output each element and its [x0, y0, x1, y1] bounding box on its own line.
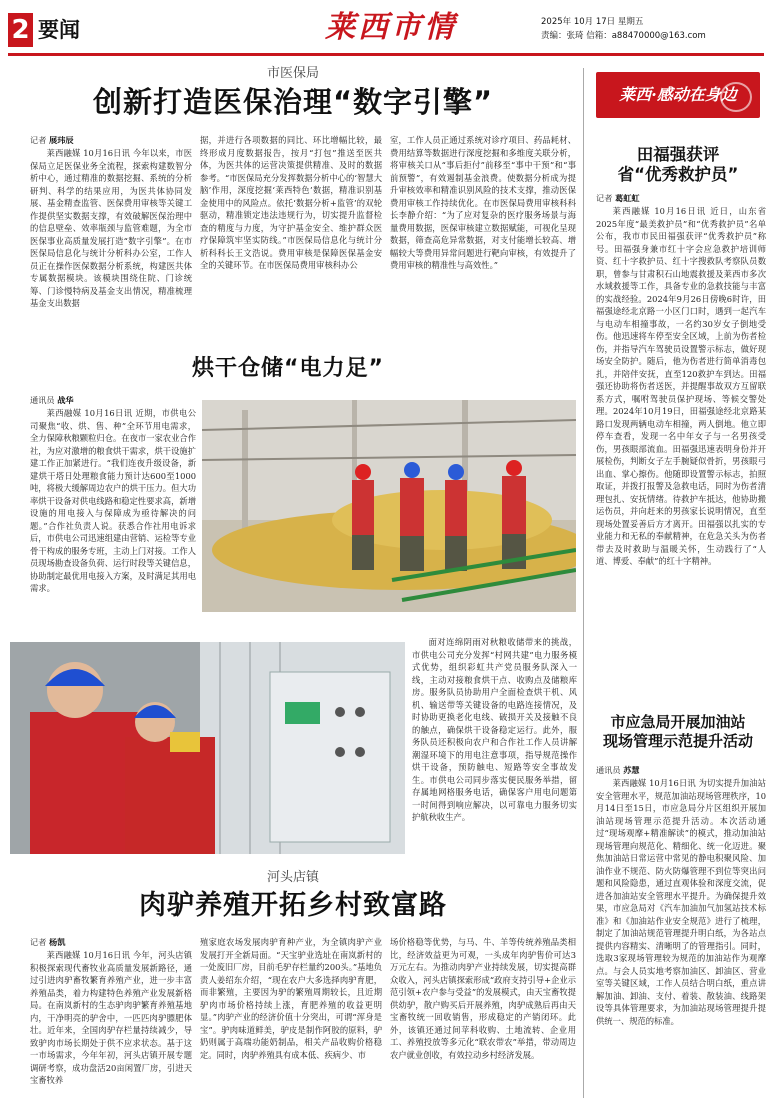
sidebar-story2-byline	[596, 764, 766, 777]
article1-col2-text: 据，并进行各项数据的同比、环比增幅比较，最终形成月度数据报告，按月“打包”推送至医共体，为医共体的运营决策提供精准、及时的数据参考。“市医保局充分发挥数据分析中心的‘智慧大脑’作用，深度挖掘‘莱西特色’数据，精准识别基金使用中的风险点。依托‘数据分析+监管’的双轮驱动，精准锁定违法违规行为，切实提升监督检查的精度与力度，为守护基金安全、维护群众医疗保障筑牢坚实防线。”市医保局信息化与统计分析科科长王文浩说。费用审核是保障医保基金安全的关键环节。在市医保局费用审核科办公	[200, 135, 382, 270]
sidebar-story1-text: 莱西融媒 10月16日讯 近日，山东省2025年度“最美救护员”和“优秀救护员”名单公布，我市市民田福强获评“优秀救护员”称号。田福强身兼市红十字会应急救护培训师资、红十字救护员、红十字搜救队考察队员数职，曾参与甘肃积石山地震救援及莱西市多次水域救援等工作，具备专业的急救技能与丰富的实战经验。2024年9月26日傍晚6时许，田福强途经北京路一小区门口时，遇到一起汽车与电动车相撞事故，一名约30岁女子倒地受伤。他迅速将车停至安全区域，上前为伤者检伤，并指导汽车驾驶员设置警示标志，做好现场安全防护。随后，他为伤者进行简单消毒包扎，并陪伴安抚，直至120救护车到达。田福强还协助将伤者送医，并提醒事故双方互留联系方式，嘱咐驾驶员保护现场、等候交警处理。2024年10月19日，田福强途经北京路某路口发现两辆电动车相撞，两人倒地。他立即停车查看，发现一名中年女子与一名男孩受伤，男孩眼部流血。田福强迅速表明身份并开展检伤，判断女子左手腕疑似骨折，男孩眼弓出血、掌心擦伤。他随即设置警示标志，拍照取证，并拨打报警及急救电话，同时为伤者清理包扎、安抚情绪。待救护车抵达，他协助搬运伤员，并向赶来的男孩家长说明情况，直至现场处置妥善后方才离开。田福强以扎实的专业能力和无私的奉献精神，在危急关头为伤者带去及时救助与温暖关怀，生动践行了“人道、博爱、奉献”的红十字精神。	[596, 206, 766, 566]
article2-headline: 烘干仓储“电力足”	[192, 356, 384, 381]
issue-date: 2025年 10月 17日 星期五	[541, 17, 644, 27]
article1-column-2	[200, 134, 382, 334]
article1-col3-text: 室，工作人员正通过系统对诊疗项目、药品耗材、费用结算等数据进行深度挖掘和多维度关联分析，将审核关口从“事后拒付”前移至“事中干预”和“事前预警”，有效遏制基金浪费。使数据分析成为提升审核效率和精准识别风险的技术支撑，推动医保费用审核工作持续优化。在市医保局费用审核科科长李静介绍：“为了应对复杂的医疗服务场景与海量费用数据，医保审核建立数据赋能，可视化呈现数据，筛查高危异常数据，对支付能增长较高、增幅较大等费用异常问题进行靶向审核，有效提升了费用审核的精准性与高效性。”	[390, 135, 576, 270]
article3-headline: 肉驴养殖开拓乡村致富路	[139, 890, 447, 921]
article2-col2-text: 面对连绵阴雨对秋粮收储带来的挑战，市供电公司充分发挥“村网共建”电力服务模式优势，组织彩虹共产党员服务队深入一线，主动对接粮食烘干点、收购点及储粮库房。服务队员协助用户全面检查烘干机、风机、输送带等关键设备的电路连接情况，及时协助更换老化电线、破损开关及接触不良的触点，确保烘干设备稳定运行。此外，服务队员还积极向农户和合作社工作人员讲解潮湿环境下的用电注意事项，指导规范操作烘干设备，预防触电、短路等安全事故发生。市供电公司同步落实便民服务举措，留存属地网格服务电话，确保客户用电问题第一时间得到响应解决，以可靠电力服务切实护航秋收生产。	[412, 637, 577, 822]
article1-headline: 创新打造医保治理“数字引擎”	[92, 85, 494, 119]
column-divider	[583, 68, 584, 1098]
byline-name: 展玮辰	[49, 135, 74, 145]
sidebar-story1-headline-line2: 省“优秀救护员”	[617, 165, 739, 184]
byline-name: 苏慧	[623, 765, 640, 775]
editor-info: 责编：张琦 信箱：a88470000@163.com	[541, 31, 706, 41]
article2-byline	[30, 394, 195, 407]
byline-label: 记者	[30, 937, 47, 947]
article2-column-2	[412, 636, 577, 844]
article3-col3-text: 场价格稳等优势，与马、牛、羊等传统养殖品类相比，经济效益更为可观，一头成年肉驴售价可达3万元左右。为推动肉驴产业持续发展，切实提高群众收入，河头店镇探索形成“政府支持引导+企业示范引领+农户参与受益”的发展模式，由天宝畜牧提供幼驴，散户购买后开展养殖，肉驴成熟后再由天宝畜牧统一回收销售，形成稳定的产销闭环。此外，该镇还通过间苹科收购、土地流转、企业用工、养殖投放等多元化“联农带农”举措，带动周边农户就业创收，有效拉动乡村经济发展。	[390, 937, 576, 1060]
byline-label: 通讯员	[30, 395, 55, 405]
section-title: 要闻	[38, 18, 80, 42]
sidebar-story2-headline-line2: 现场管理示范提升活动	[602, 732, 753, 750]
sidebar-story1-byline	[596, 192, 766, 205]
sidebar-story1-headline-line1: 田福强获评	[636, 145, 720, 164]
article3-column-2	[200, 936, 382, 1099]
byline-name: 战华	[57, 395, 74, 405]
article1-column-1	[30, 147, 192, 335]
article3-byline	[30, 936, 190, 949]
byline-label: 记者	[30, 135, 47, 145]
article1-col1-text: 莱西融媒 10月16日讯 今年以来，市医保局立足医保业务全流程，探索构建数智分析中心，通过精准的数据挖掘、系统的分析研判、科学的结果应用，为医共体协同发展、基金精查监管、医保费用审核等关键工作提供坚实数据支撑，有效破解医保治理中的信息壁垒、效率瓶颈与监管难题，为全市医保事业高质量发展打造“数字引擎”。在市医保局信息化与统计分析科办公室，工作人员正在操作医保数据分析系统，构建医共体专属数据模块。该模块围绕住院、门诊统筹、门诊慢特病及基金支出情况，精准梳理基金支出数据	[30, 148, 192, 308]
article3-kicker: 河头店镇	[266, 870, 319, 885]
article1-byline	[30, 134, 190, 147]
header-divider	[8, 53, 764, 56]
sidebar-story2-text: 莱西融媒 10月16日讯 为切实提升加油站安全管理水平，规范加油站现场管理秩序，10月14日至15日，市应急局分片区组织开展加油站现场管理示范提升活动。本次活动通过“现场观摩+精准解读”的模式，推动加油站现场管理向规范化、精细化、统一化迈进。聚焦加油站日常运营中常见的静电积聚风险、加油作业不规范、防火防爆管理不到位等突出问题和风险隐患，通过直观体验和深度交流，促进各加油站安全管理水平提升。为确保提升效果，市应急局对《汽车加油加气加氢站技术标准》和《加油站作业安全规范》进行了梳理，制定了加油站规范管理提升明白纸，为各站点提供内容精实、清晰明了的管理指引。同时，选取3家现场管理较为规范的加油站作为观摩点。与会人员实地考察加油区、卸油区、营业室等关键区域，工作人员结合明白纸，重点讲解加油、卸油、支付、着装、散装油、线路架设等具体管理要求，为加油站现场管理提升提供统一、规范的标准。	[596, 778, 766, 1026]
article3-col2-text: 殖家庭农场发展肉驴育种产业，为全镇肉驴产业发展打开全新局面。“天宝驴业选址在南岚新村的一处废旧厂房，目前毛驴存栏量约200头。”基地负责人姜绍东介绍，“现在农户大多选择肉驴育肥，而非繁殖，主要因为驴的繁殖周期较长，且近期驴肉市场价格持续上涨，育肥养殖的收益更明显。”肉驴产业的经济价值十分突出，可谓“浑身是宝”。驴肉味道鲜美，驴皮是制作阿胶的原料，驴奶则属于高端功能奶制品，相关产品收购价格稳定。同时，肉驴养殖具有成本低、疾病少、市	[200, 937, 382, 1060]
article2-col1-text: 莱西融媒 10月16日讯 近期，市供电公司聚焦“收、烘、售、种”全环节用电需求，全力保障秋粮颗粒归仓。在夜市一家农业合作社，为应对激增的粮食烘干需求，烘干设施扩建工作正加紧进行。“我们连夜升级设备，新建烘干塔日处理粮食能力预计达600至1000吨，将极大缓解周边农户的烘干压力。但大功率烘干设备对供电线路和稳定性要求高，新增设施的用电接入与保障成为亟待解决的问题。”合作社负责人说。获悉合作社用电诉求后，市供电公司迅速组建由营销、运检等专业骨干构成的服务专班，主动上门对接。工作人员现场勘查设备负荷、运行时段等关键信息，协助制定最优用电接入方案，及时满足其用电需求。	[30, 408, 196, 593]
grain-drying-photo	[202, 400, 576, 612]
byline-name: 杨凯	[49, 937, 66, 947]
byline-name: 葛虹虹	[615, 193, 640, 203]
byline-label: 记者	[596, 193, 613, 203]
article1-kicker: 市医保局	[266, 66, 319, 81]
sidebar-banner: 莱西·感动在身边	[596, 72, 760, 118]
article3-col1-text: 莱西融媒 10月16日讯 今年，河头店镇积极探索现代畜牧业高质量发展新路径，通过引进肉驴畜牧繁育养殖产业，进一步丰富养殖品类，着力构建特色养殖产业发展新格局。在南岚新村的生态驴肉驴繁育养殖基地内，干净明亮的驴舍中，一匹匹肉驴膘肥体壮。近年来，全国肉驴存栏量持续减少，导致驴肉市场长期处于供不应求状态。基于这一市场需求，今年年初，河头店镇开展专题调研考察，成功盘活20亩闲置厂房，引进天宝畜牧养	[30, 950, 192, 1085]
page-number: 2	[8, 13, 33, 47]
article1-column-3	[390, 134, 576, 334]
article3-column-1	[30, 949, 192, 1099]
byline-label: 通讯员	[596, 765, 621, 775]
sidebar-story2-body	[596, 777, 766, 1099]
sidebar-story1-body	[596, 205, 766, 690]
article2-column-1	[30, 407, 196, 633]
sidebar-story2-headline-line1: 市应急局开展加油站	[610, 713, 746, 731]
power-cabinet-photo	[10, 642, 405, 854]
masthead-logo: 莱西市情	[325, 10, 457, 45]
article3-column-3	[390, 936, 576, 1099]
